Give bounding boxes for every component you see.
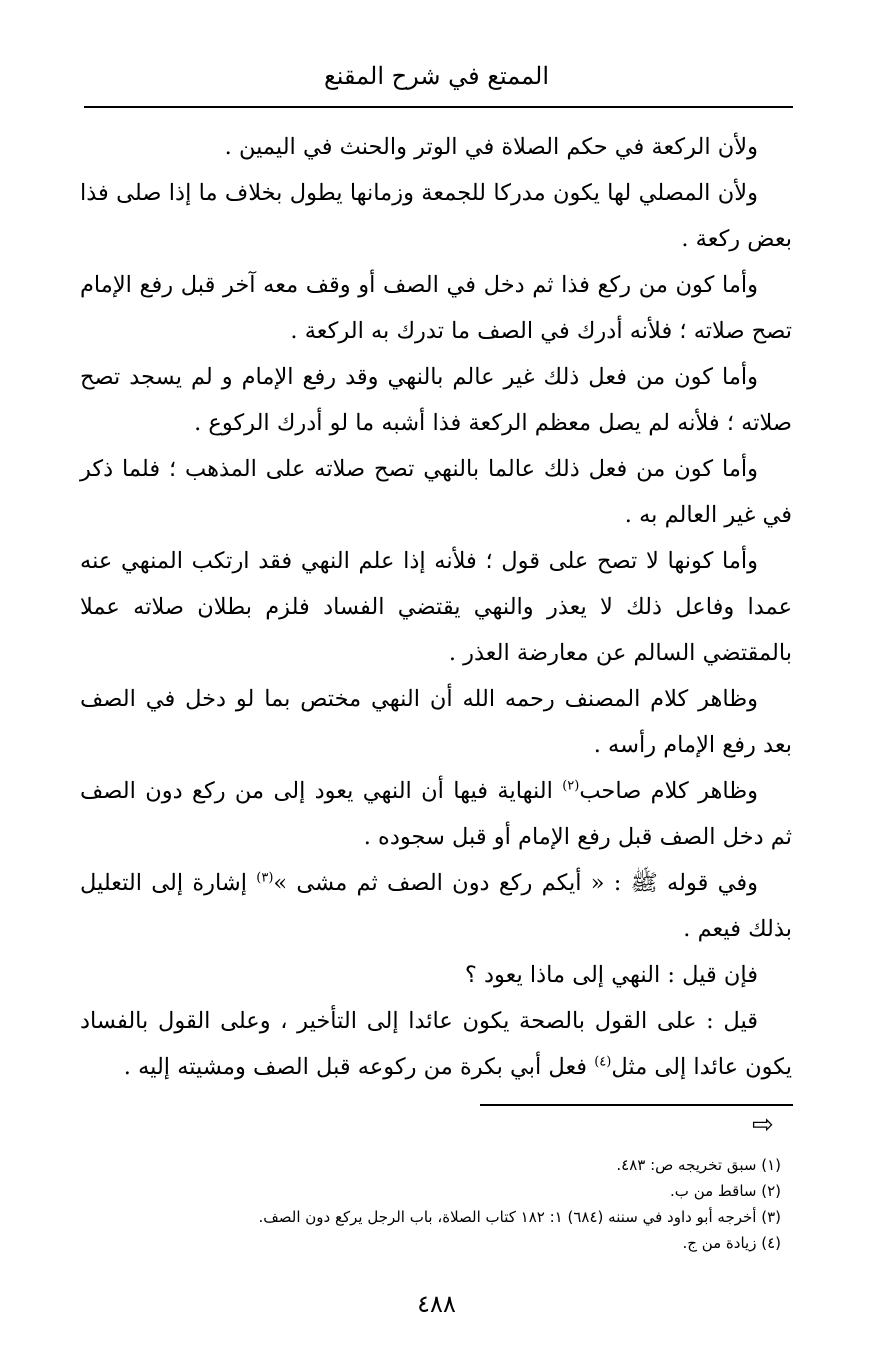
answer-paragraph bbox=[80, 998, 792, 1090]
footnote-marker: (٣) bbox=[256, 870, 274, 886]
footnote: (١) سبق تخريجه ص: ٤٨٣. bbox=[616, 1156, 781, 1174]
paragraph: وأما كون من فعل ذلك غير عالم بالنهي وقد رفع الإمام و لم يسجد تصح صلاته ؛ فلأنه لم يصل معظم الركعة فذا أشبه ما لو أدرك الركوع . bbox=[80, 364, 792, 436]
paragraph: وأما كون من فعل ذلك عالما بالنهي تصح صلاته على المذهب ؛ فلما ذكر في غير العالم به . bbox=[80, 456, 792, 528]
footnote-marker: (٤) bbox=[594, 1054, 612, 1070]
paragraph: وأما كونها لا تصح على قول ؛ فلأنه إذا علم النهي فقد ارتكب المنهي عنه عمدا وفاعل ذلك لا يعذر والنهي يقتضي الفساد فلزم بطلان صلاته عملا بالمقتضي السالم عن معارضة العذر . bbox=[80, 548, 792, 666]
paragraph-nihaya bbox=[80, 768, 792, 860]
footnotes bbox=[141, 1152, 781, 1256]
paragraph-text: النهاية فيها أن النهي يعود إلى من ركع دون الصف ثم دخل الصف قبل رفع الإمام أو قبل سجوده . bbox=[80, 778, 792, 850]
paragraph-text: قيل : على القول بالصحة يكون عائدا إلى التأخير ، وعلى القول بالفساد يكون عائدا إلى مثل bbox=[80, 1008, 792, 1080]
header-divider bbox=[84, 106, 793, 108]
paragraph: وظاهر كلام المصنف رحمه الله أن النهي مختص بما لو دخل في الصف بعد رفع الإمام رأسه . bbox=[80, 686, 792, 758]
question-line: فإن قيل : النهي إلى ماذا يعود ؟ bbox=[464, 962, 758, 988]
paragraph-text: إشارة إلى التعليل بذلك فيعم . bbox=[80, 870, 792, 942]
running-header-title: الممتع في شرح المقنع bbox=[324, 62, 549, 90]
footnote-divider bbox=[480, 1104, 793, 1106]
paragraph-text: فعل أبي بكرة من ركوعه قبل الصف ومشيته إليه . bbox=[123, 1054, 595, 1080]
main-text bbox=[80, 124, 792, 1090]
paragraph: ولأن المصلي لها يكون مدركا للجمعة وزمانها يطول بخلاف ما إذا صلى فذا بعض ركعة . bbox=[80, 180, 792, 252]
paragraph-text: وفي قوله ﷺ : « أيكم ركع دون الصف ثم مشى » bbox=[273, 870, 758, 896]
paragraph: ولأن الركعة في حكم الصلاة في الوتر والحنث في اليمين . bbox=[224, 134, 758, 160]
footnote: (٤) زيادة من ج. bbox=[682, 1234, 781, 1252]
paragraph-hadith bbox=[80, 860, 792, 952]
footnote: (٣) أخرجه أبو داود في سننه (٦٨٤) ١: ١٨٢ كتاب الصلاة، باب الرجل يركع دون الصف. bbox=[258, 1208, 781, 1226]
footnote-marker: (٢) bbox=[562, 778, 580, 794]
page-number: ٤٨٨ bbox=[417, 1290, 456, 1318]
paragraph: وأما كون من ركع فذا ثم دخل في الصف أو وقف معه آخر قبل رفع الإمام تصح صلاته ؛ فلأنه أدرك في الصف ما تدرك به الركعة . bbox=[80, 272, 792, 344]
footnote: (٢) ساقط من ب. bbox=[670, 1182, 781, 1200]
arrow-right-icon: ⇨ bbox=[752, 1110, 774, 1140]
paragraph-text: وظاهر كلام صاحب bbox=[579, 778, 758, 804]
